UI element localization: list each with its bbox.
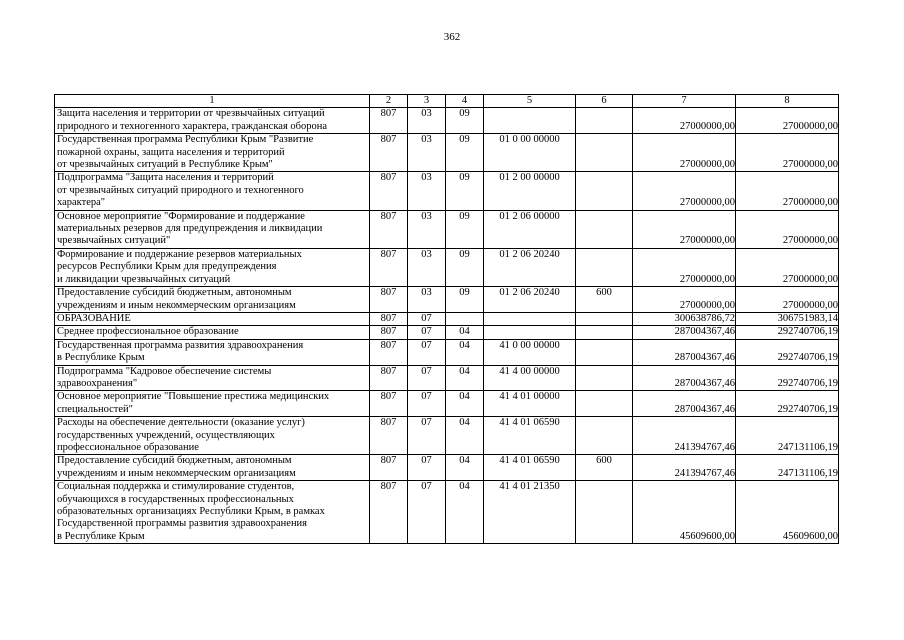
subsection-code-cell: 09 bbox=[446, 108, 484, 134]
table-row bbox=[55, 417, 839, 455]
amount-year2-cell: 27000000,00 bbox=[736, 108, 839, 134]
row-name-line: материальных резервов для предупреждения и ликвидации bbox=[57, 223, 323, 235]
subsection-code-cell: 09 bbox=[446, 287, 484, 313]
table-row bbox=[55, 339, 839, 365]
row-name-line: государственных учреждений, осуществляющих bbox=[57, 429, 275, 441]
amount-year1-cell: 27000000,00 bbox=[633, 108, 736, 134]
subsection-code-cell: 09 bbox=[446, 134, 484, 172]
ministry-code-cell: 807 bbox=[370, 108, 408, 134]
row-name-cell bbox=[55, 248, 370, 286]
row-name-line: специальностей" bbox=[57, 403, 133, 415]
expense-type-cell bbox=[576, 365, 633, 391]
column-header: 7 bbox=[633, 95, 736, 108]
column-header: 2 bbox=[370, 95, 408, 108]
row-name-line: в Республике Крым bbox=[57, 530, 145, 542]
amount-year1-cell: 27000000,00 bbox=[633, 210, 736, 248]
row-name-line: от чрезвычайных ситуаций в Республике Крым" bbox=[57, 159, 273, 171]
budget-table bbox=[54, 94, 839, 544]
amount-year1-cell: 287004367,46 bbox=[633, 365, 736, 391]
subsection-code-cell: 04 bbox=[446, 339, 484, 365]
target-article-cell: 41 4 01 06590 bbox=[484, 455, 576, 481]
section-code-cell: 03 bbox=[408, 134, 446, 172]
row-name-cell bbox=[55, 326, 370, 339]
subsection-code-cell: 09 bbox=[446, 172, 484, 210]
column-header: 6 bbox=[576, 95, 633, 108]
amount-year2-cell: 247131106,19 bbox=[736, 417, 839, 455]
table-row bbox=[55, 365, 839, 391]
column-header: 8 bbox=[736, 95, 839, 108]
subsection-code-cell: 04 bbox=[446, 481, 484, 544]
table-row bbox=[55, 248, 839, 286]
column-header: 5 bbox=[484, 95, 576, 108]
amount-year1-cell: 287004367,46 bbox=[633, 391, 736, 417]
target-article-cell: 41 4 01 06590 bbox=[484, 417, 576, 455]
expense-type-cell bbox=[576, 312, 633, 325]
ministry-code-cell: 807 bbox=[370, 365, 408, 391]
ministry-code-cell: 807 bbox=[370, 455, 408, 481]
section-code-cell: 07 bbox=[408, 417, 446, 455]
row-name-cell bbox=[55, 172, 370, 210]
expense-type-cell bbox=[576, 417, 633, 455]
amount-year2-cell: 27000000,00 bbox=[736, 172, 839, 210]
row-name-line: природного и техногенного характера, гражданская оборона bbox=[57, 120, 328, 132]
amount-year2-cell: 27000000,00 bbox=[736, 287, 839, 313]
row-name-line: Государственная программа развития здравоохранения bbox=[57, 339, 304, 351]
amount-year2-cell: 292740706,19 bbox=[736, 339, 839, 365]
row-name-line: характера" bbox=[57, 197, 106, 209]
table-row bbox=[55, 134, 839, 172]
amount-year2-cell: 45609600,00 bbox=[736, 481, 839, 544]
ministry-code-cell: 807 bbox=[370, 287, 408, 313]
row-name-cell bbox=[55, 417, 370, 455]
row-name-cell bbox=[55, 455, 370, 481]
subsection-code-cell: 04 bbox=[446, 365, 484, 391]
table-row bbox=[55, 172, 839, 210]
amount-year1-cell: 287004367,46 bbox=[633, 326, 736, 339]
amount-year1-cell: 300638786,72 bbox=[633, 312, 736, 325]
column-header: 4 bbox=[446, 95, 484, 108]
table-row bbox=[55, 108, 839, 134]
amount-year1-cell: 27000000,00 bbox=[633, 287, 736, 313]
row-name-cell bbox=[55, 481, 370, 544]
table-row bbox=[55, 326, 839, 339]
ministry-code-cell: 807 bbox=[370, 417, 408, 455]
table-row bbox=[55, 455, 839, 481]
expense-type-cell bbox=[576, 172, 633, 210]
expense-type-cell bbox=[576, 134, 633, 172]
amount-year2-cell: 292740706,19 bbox=[736, 391, 839, 417]
row-name-line: здравоохранения" bbox=[57, 377, 138, 389]
row-name-line: и ликвидации чрезвычайных ситуаций bbox=[57, 273, 231, 285]
section-code-cell: 03 bbox=[408, 210, 446, 248]
amount-year2-cell: 292740706,19 bbox=[736, 365, 839, 391]
amount-year2-cell: 27000000,00 bbox=[736, 248, 839, 286]
table-row bbox=[55, 287, 839, 313]
row-name-line: Подпрограмма "Кадровое обеспечение системы bbox=[57, 365, 272, 377]
subsection-code-cell: 04 bbox=[446, 417, 484, 455]
ministry-code-cell: 807 bbox=[370, 134, 408, 172]
ministry-code-cell: 807 bbox=[370, 248, 408, 286]
subsection-code-cell: 09 bbox=[446, 248, 484, 286]
section-code-cell: 07 bbox=[408, 339, 446, 365]
expense-type-cell bbox=[576, 108, 633, 134]
row-name-cell bbox=[55, 287, 370, 313]
row-name-line: образовательных организациях Республики Крым, в рамках bbox=[57, 506, 325, 517]
section-code-cell: 07 bbox=[408, 365, 446, 391]
amount-year2-cell: 306751983,14 bbox=[736, 312, 839, 325]
expense-type-cell bbox=[576, 339, 633, 365]
section-code-cell: 07 bbox=[408, 326, 446, 339]
ministry-code-cell: 807 bbox=[370, 391, 408, 417]
section-code-cell: 03 bbox=[408, 172, 446, 210]
target-article-cell: 41 4 01 21350 bbox=[484, 481, 576, 544]
target-article-cell: 01 2 06 00000 bbox=[484, 210, 576, 248]
ministry-code-cell: 807 bbox=[370, 481, 408, 544]
subsection-code-cell: 04 bbox=[446, 455, 484, 481]
row-name-cell bbox=[55, 134, 370, 172]
expense-type-cell bbox=[576, 391, 633, 417]
expense-type-cell bbox=[576, 481, 633, 544]
row-name-line: Защита населения и территории от чрезвычайных ситуаций bbox=[57, 108, 325, 120]
target-article-cell: 41 0 00 00000 bbox=[484, 339, 576, 365]
row-name-line: Основное мероприятие "Повышение престижа медицинских bbox=[57, 391, 330, 403]
section-code-cell: 03 bbox=[408, 108, 446, 134]
target-article-cell: 01 2 06 20240 bbox=[484, 248, 576, 286]
target-article-cell: 01 2 00 00000 bbox=[484, 172, 576, 210]
column-header: 3 bbox=[408, 95, 446, 108]
table-header-row bbox=[55, 95, 839, 108]
subsection-code-cell: 04 bbox=[446, 391, 484, 417]
amount-year1-cell: 241394767,46 bbox=[633, 455, 736, 481]
row-name-cell bbox=[55, 108, 370, 134]
row-name-line: профессиональное образование bbox=[57, 441, 199, 453]
row-name-line: учреждениям и иным некоммерческим организациям bbox=[57, 299, 296, 311]
row-name-line: Социальная поддержка и стимулирование студентов, bbox=[57, 481, 295, 493]
subsection-code-cell bbox=[446, 312, 484, 325]
row-name-cell bbox=[55, 312, 370, 325]
amount-year1-cell: 27000000,00 bbox=[633, 248, 736, 286]
expense-type-cell bbox=[576, 248, 633, 286]
row-name-line: Среднее профессиональное образование bbox=[57, 326, 239, 338]
amount-year1-cell: 287004367,46 bbox=[633, 339, 736, 365]
row-name-line: Государственная программа Республики Крым "Развитие bbox=[57, 134, 314, 146]
row-name-cell bbox=[55, 339, 370, 365]
amount-year2-cell: 247131106,19 bbox=[736, 455, 839, 481]
amount-year2-cell: 27000000,00 bbox=[736, 210, 839, 248]
row-name-line: Государственной программы развития здравоохранения bbox=[57, 518, 308, 530]
target-article-cell: 41 4 01 00000 bbox=[484, 391, 576, 417]
row-name-line: ресурсов Республики Крым для предупреждения bbox=[57, 261, 277, 273]
section-code-cell: 07 bbox=[408, 312, 446, 325]
ministry-code-cell: 807 bbox=[370, 339, 408, 365]
table-body bbox=[55, 95, 839, 544]
target-article-cell bbox=[484, 312, 576, 325]
section-code-cell: 07 bbox=[408, 481, 446, 544]
amount-year1-cell: 27000000,00 bbox=[633, 134, 736, 172]
table-row bbox=[55, 391, 839, 417]
ministry-code-cell: 807 bbox=[370, 210, 408, 248]
row-name-line: учреждениям и иным некоммерческим организациям bbox=[57, 467, 296, 479]
expense-type-cell bbox=[576, 326, 633, 339]
row-name-line: от чрезвычайных ситуаций природного и техногенного bbox=[57, 184, 304, 196]
amount-year1-cell: 45609600,00 bbox=[633, 481, 736, 544]
row-name-line: обучающихся в государственных профессиональных bbox=[57, 493, 294, 505]
row-name-line: Расходы на обеспечение деятельности (оказание услуг) bbox=[57, 417, 305, 429]
ministry-code-cell: 807 bbox=[370, 326, 408, 339]
row-name-line: Основное мероприятие "Формирование и поддержание bbox=[57, 210, 305, 222]
amount-year2-cell: 27000000,00 bbox=[736, 134, 839, 172]
subsection-code-cell: 04 bbox=[446, 326, 484, 339]
row-name-line: пожарной охраны, защита населения и территорий bbox=[57, 146, 285, 158]
section-code-cell: 03 bbox=[408, 248, 446, 286]
target-article-cell bbox=[484, 108, 576, 134]
expense-type-cell: 600 bbox=[576, 287, 633, 313]
row-name-line: в Республике Крым bbox=[57, 352, 145, 364]
table-row bbox=[55, 312, 839, 325]
section-code-cell: 07 bbox=[408, 455, 446, 481]
target-article-cell bbox=[484, 326, 576, 339]
expense-type-cell: 600 bbox=[576, 455, 633, 481]
amount-year2-cell: 292740706,19 bbox=[736, 326, 839, 339]
row-name-line: чрезвычайных ситуаций" bbox=[57, 235, 171, 247]
table-row bbox=[55, 210, 839, 248]
row-name-line: Подпрограмма "Защита населения и территорий bbox=[57, 172, 274, 184]
amount-year1-cell: 241394767,46 bbox=[633, 417, 736, 455]
expense-type-cell bbox=[576, 210, 633, 248]
column-header: 1 bbox=[55, 95, 370, 108]
subsection-code-cell: 09 bbox=[446, 210, 484, 248]
row-name-cell bbox=[55, 391, 370, 417]
target-article-cell: 01 2 06 20240 bbox=[484, 287, 576, 313]
section-code-cell: 07 bbox=[408, 391, 446, 417]
section-code-cell: 03 bbox=[408, 287, 446, 313]
target-article-cell: 01 0 00 00000 bbox=[484, 134, 576, 172]
amount-year1-cell: 27000000,00 bbox=[633, 172, 736, 210]
ministry-code-cell: 807 bbox=[370, 172, 408, 210]
table-row bbox=[55, 481, 839, 544]
row-name-cell bbox=[55, 365, 370, 391]
row-name-line: Предоставление субсидий бюджетным, автономным bbox=[57, 455, 292, 467]
row-name-line: ОБРАЗОВАНИЕ bbox=[57, 312, 131, 324]
target-article-cell: 41 4 00 00000 bbox=[484, 365, 576, 391]
ministry-code-cell: 807 bbox=[370, 312, 408, 325]
page-number: 362 bbox=[443, 31, 461, 43]
row-name-cell bbox=[55, 210, 370, 248]
row-name-line: Предоставление субсидий бюджетным, автономным bbox=[57, 287, 292, 299]
row-name-line: Формирование и поддержание резервов материальных bbox=[57, 248, 302, 260]
